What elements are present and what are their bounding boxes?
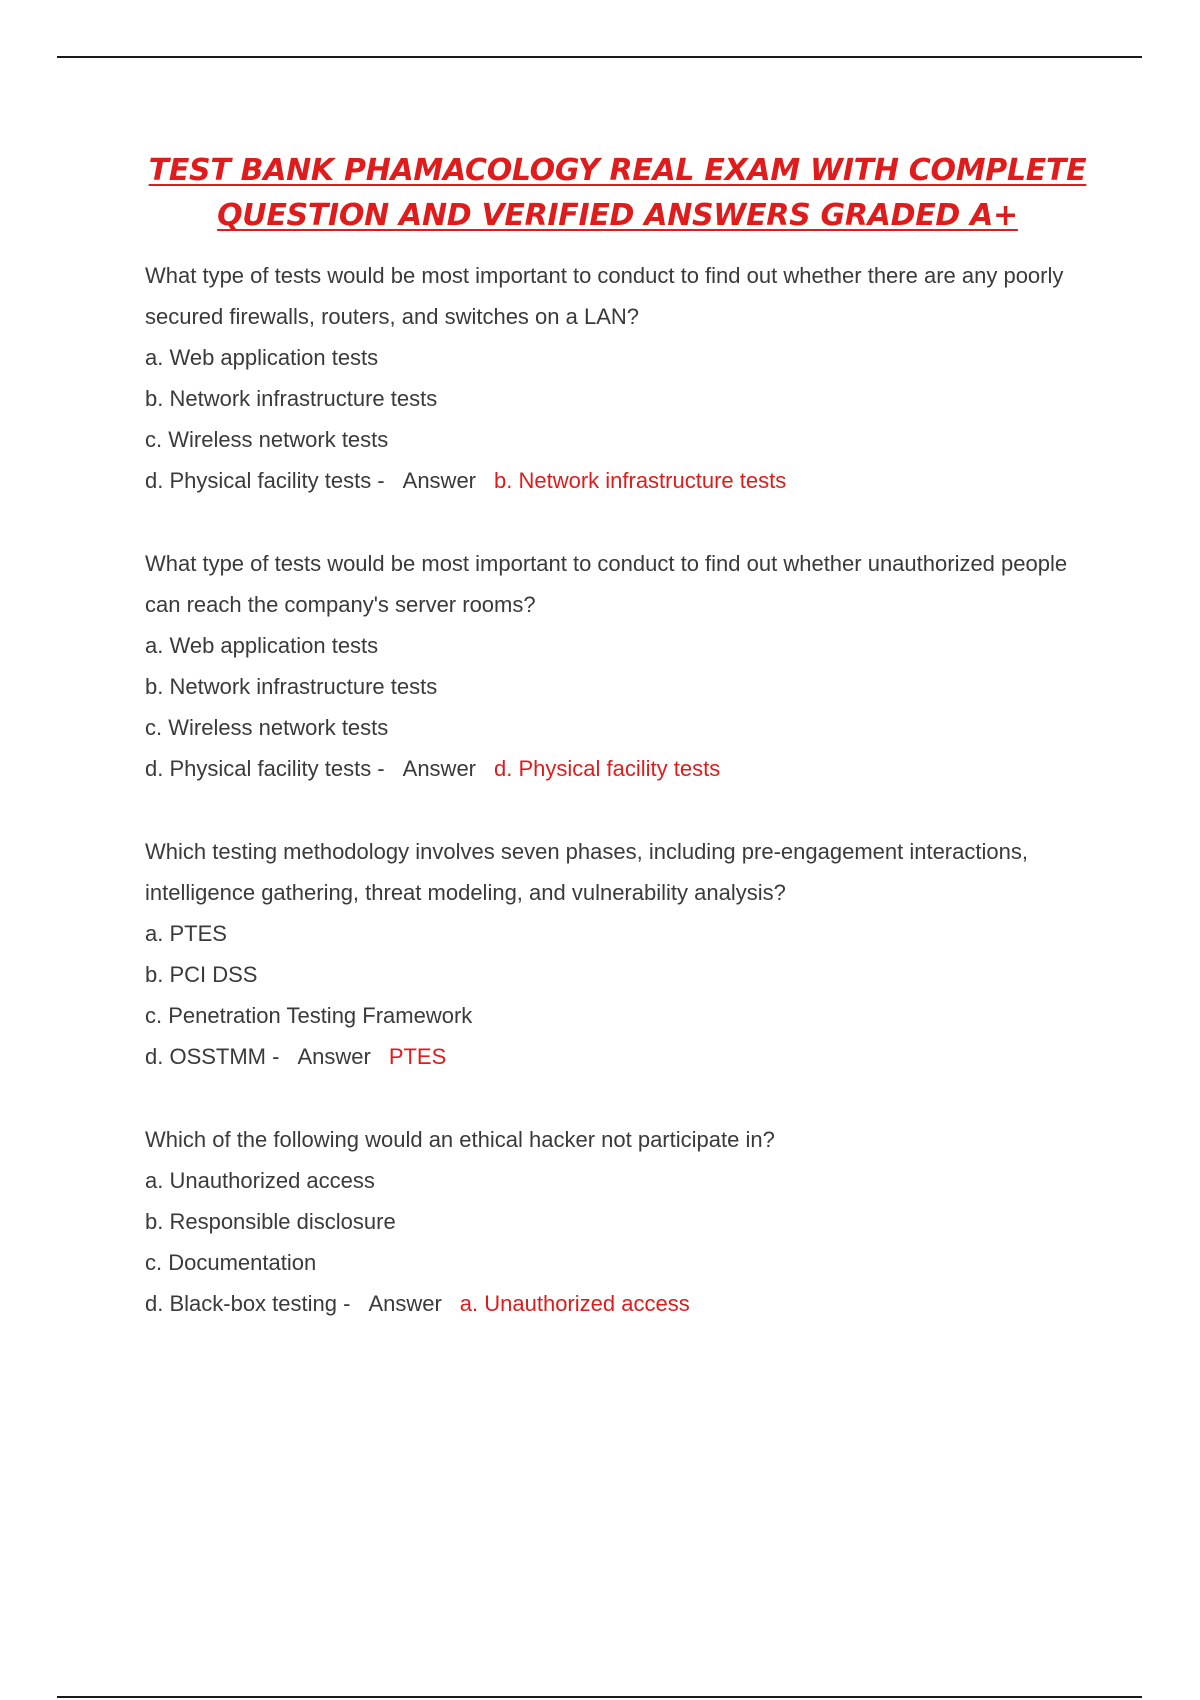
option-d-answer-line: [145, 460, 1105, 501]
answer-label: Answer: [368, 1291, 442, 1316]
question-block-1: [145, 255, 1105, 501]
option-d-answer-line: [145, 1283, 1105, 1324]
option-c: c. Documentation: [145, 1250, 317, 1275]
option-b: b. Responsible disclosure: [145, 1209, 396, 1234]
question-block-3: [145, 831, 1105, 1077]
option-c: c. Penetration Testing Framework: [145, 1003, 473, 1028]
option-a: a. Web application tests: [145, 633, 379, 658]
answer-label: Answer: [402, 756, 476, 781]
question-text: Which testing methodology involves seven phases, including pre-engagement interactions, intelligence gathering, threat modeling, and vulnerability analysis?: [145, 839, 1028, 905]
bottom-rule: [57, 1696, 1142, 1698]
option-d: d. Physical facility tests -: [145, 468, 385, 493]
question-block-4: [145, 1119, 1105, 1324]
option-b: b. Network infrastructure tests: [145, 674, 438, 699]
top-rule: [57, 56, 1142, 58]
question-text: What type of tests would be most important to conduct to find out whether there are any poorly secured firewalls, routers, and switches on a LAN?: [145, 263, 1064, 329]
answer-value: d. Physical facility tests: [494, 756, 721, 781]
option-a: a. Web application tests: [145, 345, 379, 370]
question-list: [145, 255, 1105, 1366]
answer-value: b. Network infrastructure tests: [494, 468, 787, 493]
title-line-2: QUESTION AND VERIFIED ANSWERS GRADED A+: [217, 198, 1018, 233]
option-d-answer-line: [145, 748, 1105, 789]
answer-value: a. Unauthorized access: [459, 1291, 690, 1316]
document-title: [100, 148, 1135, 238]
option-c: c. Wireless network tests: [145, 715, 389, 740]
title-line-1: TEST BANK PHAMACOLOGY REAL EXAM WITH COMPLETE: [148, 153, 1087, 188]
option-b: b. Network infrastructure tests: [145, 386, 438, 411]
option-a: a. Unauthorized access: [145, 1168, 375, 1193]
question-text: What type of tests would be most important to conduct to find out whether unauthorized people can reach the company's server rooms?: [145, 551, 1068, 617]
option-d-answer-line: [145, 1036, 1105, 1077]
option-d: d. OSSTMM -: [145, 1044, 280, 1069]
question-block-2: [145, 543, 1105, 789]
answer-label: Answer: [402, 468, 476, 493]
answer-label: Answer: [297, 1044, 371, 1069]
option-c: c. Wireless network tests: [145, 427, 389, 452]
option-a: a. PTES: [145, 921, 227, 946]
option-d: d. Physical facility tests -: [145, 756, 385, 781]
option-b: b. PCI DSS: [145, 962, 258, 987]
answer-value: PTES: [388, 1044, 447, 1069]
option-d: d. Black-box testing -: [145, 1291, 351, 1316]
question-text: Which of the following would an ethical hacker not participate in?: [145, 1127, 775, 1152]
